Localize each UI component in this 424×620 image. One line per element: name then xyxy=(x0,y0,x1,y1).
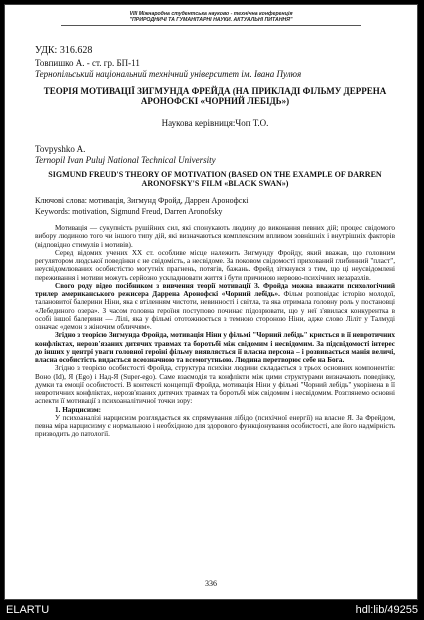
paragraph-3 xyxy=(35,282,395,332)
affiliation-en: Ternopil Ivan Puluj National Technical University xyxy=(35,155,216,165)
footer-repository-name: ELARTU xyxy=(6,604,50,616)
title-en: SIGMUND FREUD'S THEORY OF MOTIVATION (BASED ON THE EXAMPLE OF DARREN ARONOFSKY'S FILM «BLACK SWAN») xyxy=(48,170,382,189)
list-item-narcissism: 1. Нарцисизм: xyxy=(55,405,102,414)
conference-line-2: "ПРИРОДНИЧІ ТА ГУМАНІТАРНІ НАУКИ. АКТУАЛЬНІ ПИТАННЯ" xyxy=(129,17,293,24)
footer-handle: hdl:lib/49255 xyxy=(355,604,418,616)
supervisor: Наукова керівниця:Чоп Т.О. xyxy=(161,118,269,128)
article-body xyxy=(35,224,395,439)
paragraph-3-rest: Фільм розповідає історію молодої, талановитої балерини Ніни, яка є втіленням чистоти, невинності і світла, та яка отримала головну роль у постановці «Лебединого озера». З часом головна героїня поступово починає підозрювати, що у неї з'явилася конкурентка в особі іншої балерини — Лілі, яка у фільмі ототожнюється з темною стороною Ніни, адже слово Ліліт у Талмуді означає «демон з жіночим обличчям». xyxy=(35,290,395,331)
paragraph-2: Серед відомих учених XX ст. особливе місце належить Зигмунду Фройду, який вважав, що головним регулятором людської поведінки є не свідомість, а несвідоме. За поковом свідомості прихований глибинний "пласт", неусвідомлюваних особистістю могутніх прагнень, потягів, бажань. Фрейд зіткнувся з тим, що ці неусвідомлені переживання і мотиви можуть серйозно ускладнювати життя і бути причиною нервово-психічних незаразлів. xyxy=(35,248,395,282)
conference-header xyxy=(5,11,417,26)
paragraph-3-bold: Свого роду відео посібником з вивчення теорії мотивації З. Фройда можна вважати психологічний трилер американського режисера Даррена Аронофскі «Чорний лебідь». xyxy=(35,281,395,298)
keywords-en: Keywords: motivation, Sigmund Freud, Darren Aronofsky xyxy=(35,207,223,216)
udc-code: УДК: 316.628 xyxy=(35,45,93,56)
affiliation-ua: Тернопільський національний технічний університет ім. Івана Пулюя xyxy=(35,69,302,79)
paragraph-1: Мотивація — сукупність рушійних сил, які спонукають людину до виконання певних дій; процес свідомого вибору людиною того чи іншого типу дій, які визначаються комплексним впливом зовнішніх і внутрішніх факторів (відповідно стимулів і мотивів). xyxy=(35,224,395,249)
document-page xyxy=(4,4,418,600)
paragraph-5: Згідно з теорією особистості Фройда, структура психіки людини складається з трьох основних компонентів: Воно (Id), Я (Ego) і Над-Я (Super-ego). Саме взаємодія та конфлікти між цими структурами визначають поведінку, думки та емоції особистості. В контексті концепції Фройда, мотивація Ніни у фільмі "Чорний лебідь" укорінена в її невротичних конфліктах, нерозв'язаних дитячих травмах та боротьбі між свідомим і несвідомим. Розглянемо основні аспекти її мотивації з психоаналітичної точки зору: xyxy=(35,364,395,406)
keywords-ua: Ключові слова: мотивація, Зигмунд Фройд, Даррен Аронофскі xyxy=(35,196,249,205)
author-en: Tovpyshko A. xyxy=(35,144,86,154)
conference-line-1: VIII Міжнародна студентська науково - технічна конференція xyxy=(129,11,293,17)
paragraph-4: Згідно з теорією Зигмунда Фройда, мотивація Ніни у фільмі "Чорний лебідь" криється в її невротичних конфліктах, нерозв'язаних дитячих травмах та боротьбі між свідомим і несвідомим. За підсвідомості інтерес до інших у центрі уваги головної героїні фільму виявляється її власна персона – і розвивається манія величі, власна особистість видається всеозначною та всемогутньою. Людина перетворює себе на Бога. xyxy=(35,331,395,364)
author-ua: Товпишко А. - ст. гр. БП-11 xyxy=(35,58,140,68)
paragraph-6: У психоаналізі нарцисизм розглядається як спрямування лібідо (психічної енергії) на власне Я. За Фрейдом, певна міра нарцисизму є нормальною і необхідною для здорового функціонування особистості, але його надмірність призводить до патології. xyxy=(35,413,395,439)
header-rule xyxy=(61,25,361,26)
page-number: 336 xyxy=(205,579,217,588)
title-ua: ТЕОРІЯ МОТИВАЦІЇ ЗИГМУНДА ФРЕЙДА (НА ПРИКЛАДІ ФІЛЬМУ ДЕРРЕНА АРОНОФСКІ «ЧОРНИЙ ЛЕБІДЬ») xyxy=(43,86,387,107)
